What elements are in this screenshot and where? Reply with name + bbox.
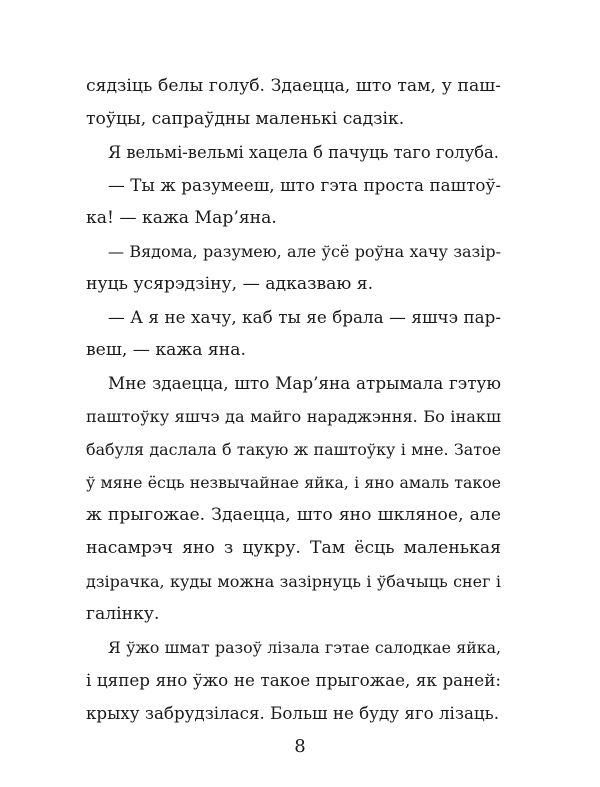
text-line: насамрэч яно з цукру. Там ёсць маленькая: [86, 538, 501, 558]
text-line: нуць усярэдзіну, — адказваю я.: [86, 274, 374, 294]
text-line: і цяпер яно ўжо не такое прыгожае, як раней:: [86, 670, 501, 690]
text-line: Мне здаецца, што Мар’яна атрымала гэтую: [108, 373, 501, 393]
text-line: — А я не хачу, каб ты яе брала — яшчэ пар-: [108, 307, 501, 327]
text-line: Я вельмі-вельмі хацела б пачуць таго голуба.: [108, 143, 499, 162]
text-line: крыху забрудзілася. Больш не буду яго лізаць.: [86, 704, 499, 723]
text-line: паштоўку яшчэ да майго нараджэння. Бо інакш: [86, 407, 501, 426]
text-line: бабуля даслала б такую ж паштоўку і мне. Затое: [86, 440, 501, 459]
text-line: ў мяне ёсць незвычайнае яйка, і яно амаль такое: [86, 473, 501, 492]
text-line: сядзіць белы голуб. Здаецца, што там, у паш-: [86, 76, 501, 96]
text-line: — Ты ж разумееш, што гэта проста паштоў-: [108, 175, 501, 195]
text-line: ж прыгожае. Здаецца, што яно шкляное, але: [86, 505, 501, 525]
text-line: веш, — кажа яна.: [86, 340, 246, 360]
text-line: — Вядома, разумею, але ўсё роўна хачу зазір-: [108, 242, 501, 261]
text-line: Я ўжо шмат разоў лізала гэтае салодкае яйка,: [108, 638, 501, 657]
body-text: [86, 70, 501, 730]
page-number: 8: [294, 736, 306, 757]
text-line: тоўцы, сапраўдны маленькі садзік.: [86, 109, 405, 129]
text-line: галінку.: [86, 604, 160, 624]
text-line: ка! — кажа Мар’яна.: [86, 208, 277, 228]
text-line: дзірачка, куды можна зазірнуць і ўбачыць снег і: [86, 572, 501, 591]
